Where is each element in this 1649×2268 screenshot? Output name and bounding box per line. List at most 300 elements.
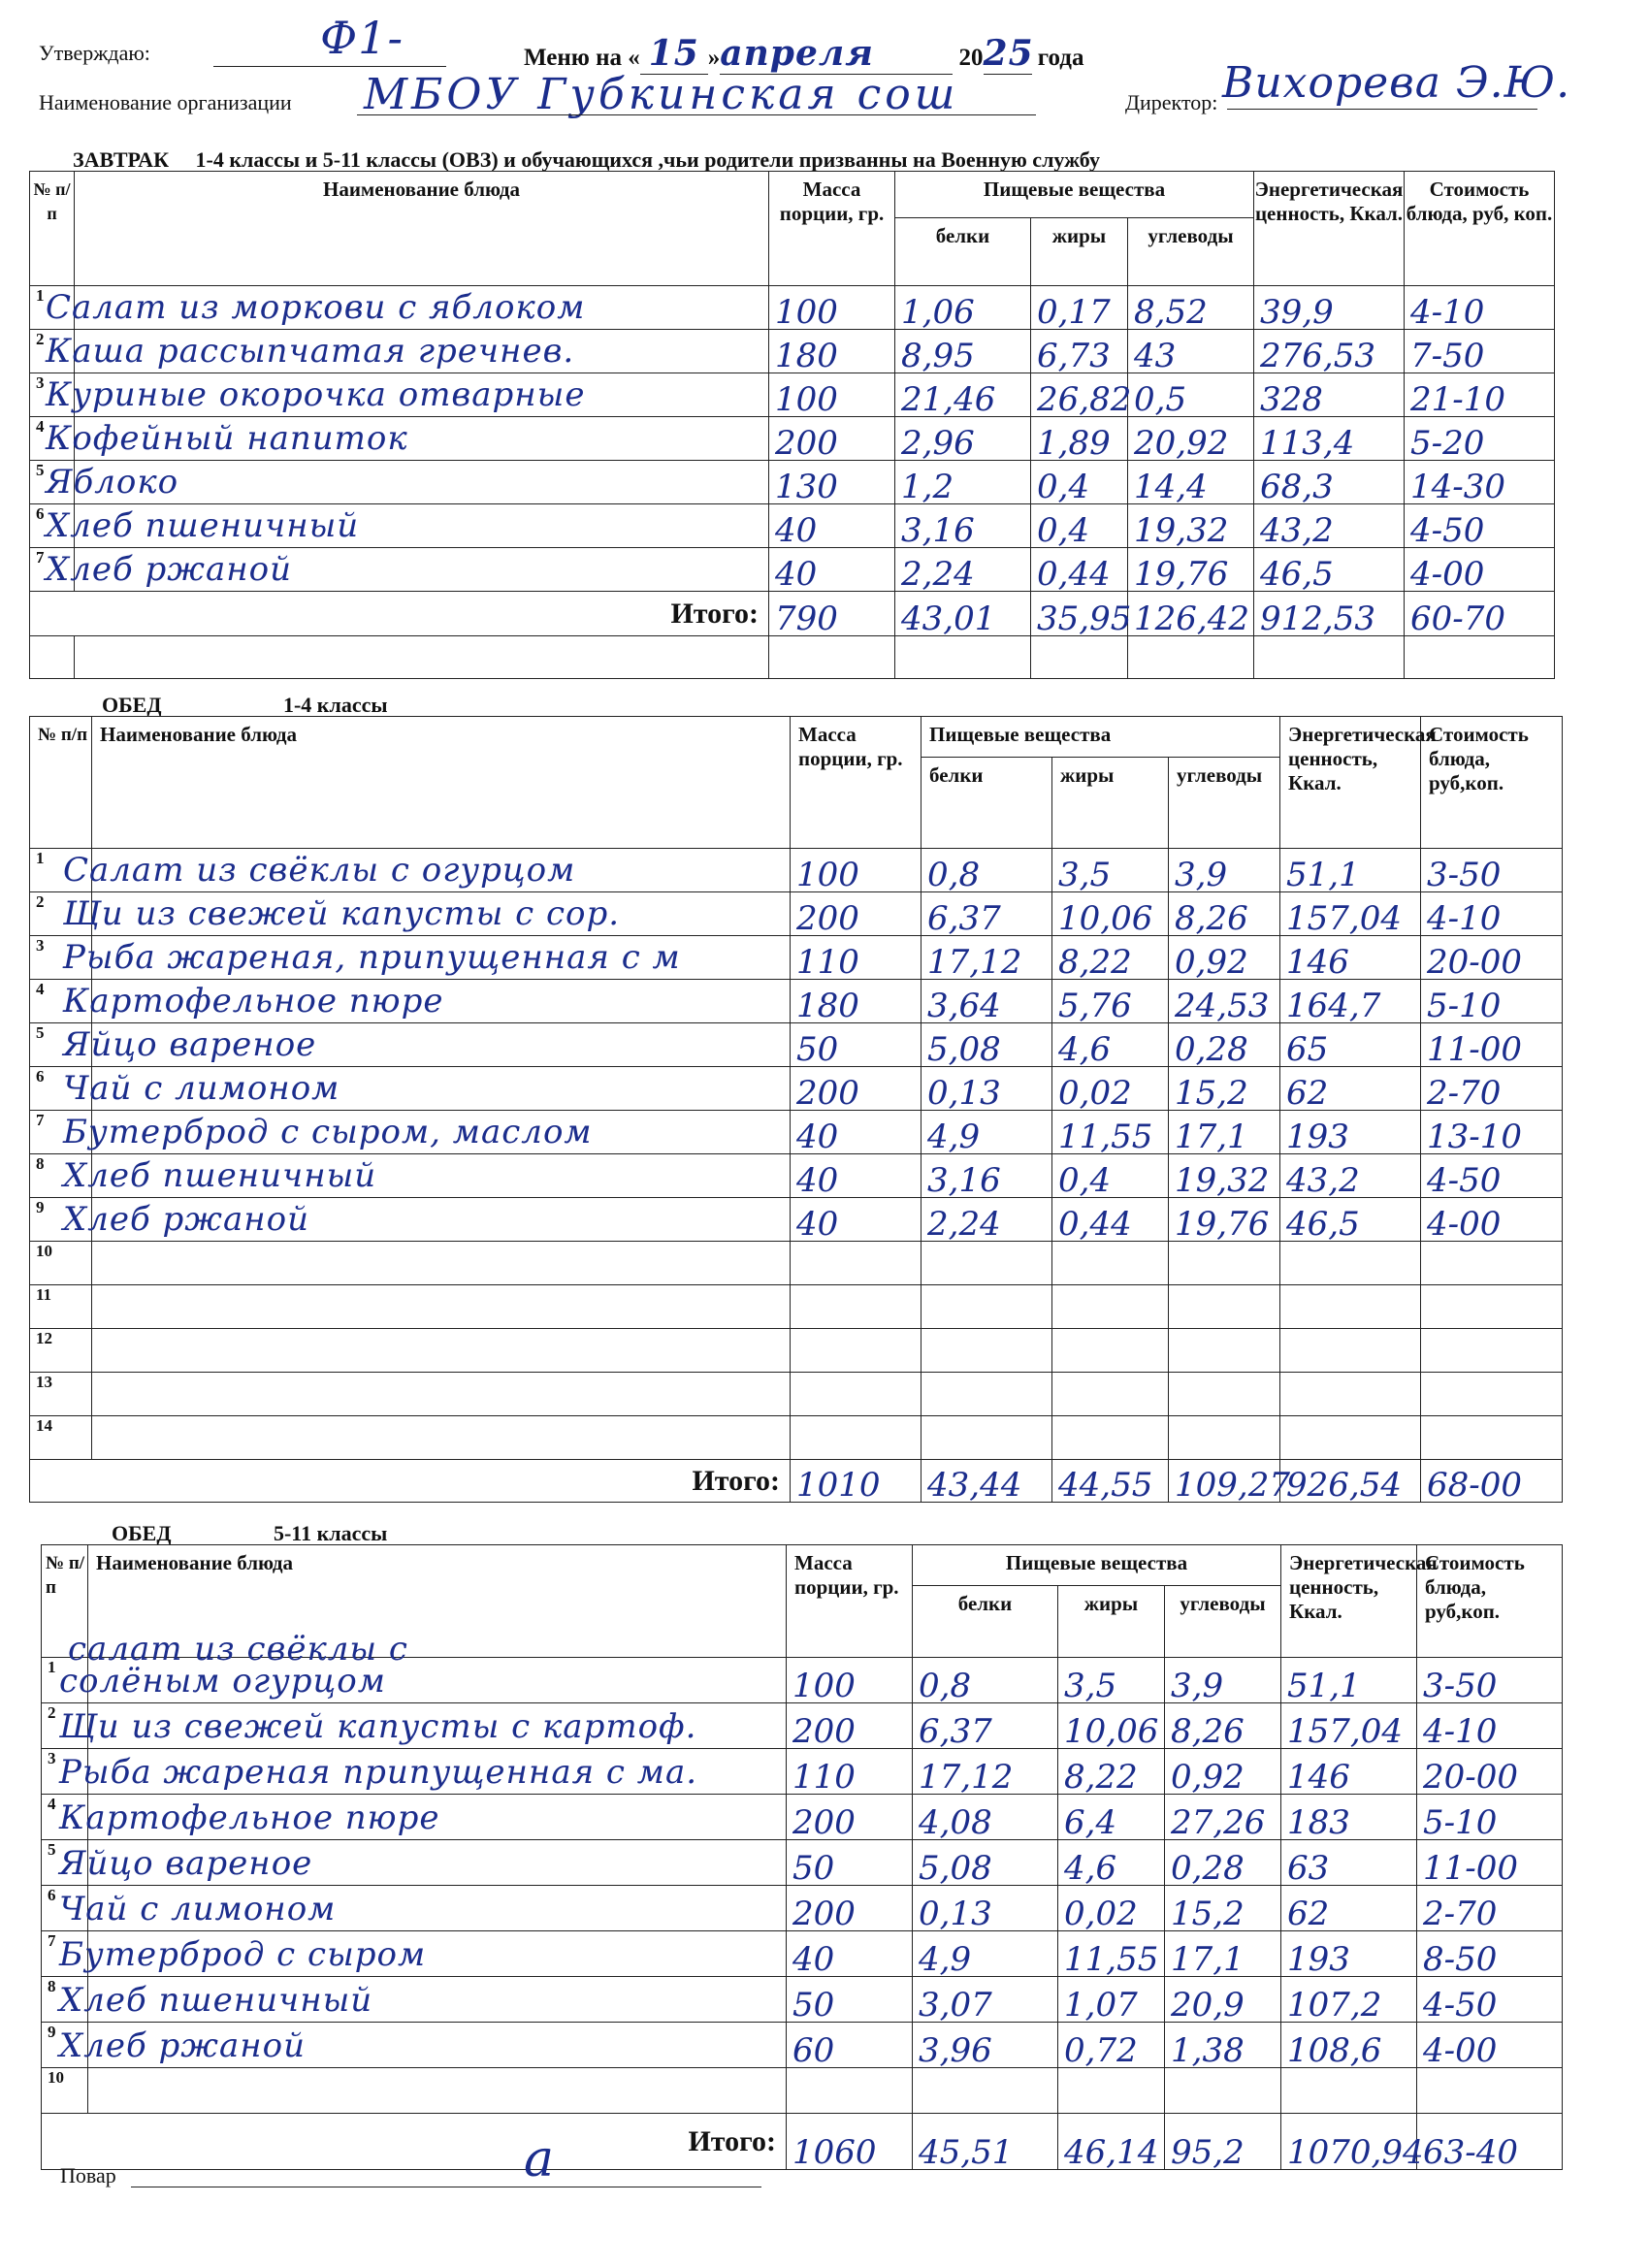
cell-mass: 40: [791, 1154, 922, 1198]
cell-energy: [1281, 2068, 1417, 2114]
cell-fat: 3,5: [1052, 849, 1169, 892]
cell-carb: 0,92: [1165, 1749, 1281, 1795]
cell-energy: 51,1: [1281, 1658, 1417, 1703]
approve-signature: Ф1-: [320, 12, 404, 64]
cell-prot: 5,08: [922, 1023, 1052, 1067]
cell-prot: 1,06: [895, 286, 1031, 330]
breakfast-table: [29, 171, 1555, 679]
cell-energy: 108,6: [1281, 2023, 1417, 2068]
cell-carb: [1169, 1285, 1280, 1329]
breakfast-col-prot: белки: [895, 218, 1031, 286]
lunch1-total-label: Итого:: [30, 1460, 791, 1503]
cell-energy: 43,2: [1280, 1154, 1421, 1198]
lunch2-col-prot: белки: [913, 1586, 1058, 1658]
cell-energy: 193: [1281, 1931, 1417, 1977]
cell-fat: [1052, 1285, 1169, 1329]
dish-name-cell: [46, 417, 769, 461]
cell-prot: 6,37: [913, 1703, 1058, 1749]
cell-no: 7: [42, 1931, 88, 1977]
lunch2-total-mass: 1060: [787, 2114, 913, 2170]
cell-mass: 40: [787, 1931, 913, 1977]
cell-carb: 27,26: [1165, 1795, 1281, 1840]
lunch2-total-fat: 46,14: [1058, 2114, 1165, 2170]
cell-no: 8: [42, 1977, 88, 2023]
lunch1-col-cost: Стоимость блюда, руб,коп.: [1421, 717, 1563, 849]
cell-cost: 5-10: [1421, 980, 1563, 1023]
cell-carb: 8,26: [1169, 892, 1280, 936]
cell-fat: 8,22: [1052, 936, 1169, 980]
cell-prot: 2,96: [895, 417, 1031, 461]
cell-energy: 146: [1281, 1749, 1417, 1795]
dish-name-cell: [92, 1373, 791, 1416]
breakfast-total-row: [30, 592, 1555, 636]
dish-name-cell: [59, 1977, 787, 2023]
cell-no: 7: [30, 548, 75, 592]
lunch1-rows: [30, 849, 1563, 1460]
lunch1-total-carb: 109,27: [1169, 1460, 1280, 1503]
lunch2-total-carb: 95,2: [1165, 2114, 1281, 2170]
lunch2-col-cost: Стоимость блюда, руб,коп.: [1417, 1545, 1563, 1658]
cell-carb: 19,32: [1128, 504, 1254, 548]
cell-energy: [1280, 1242, 1421, 1285]
cell-no: 4: [42, 1795, 88, 1840]
cell-fat: 4,6: [1052, 1023, 1169, 1067]
dish-name: Каша рассыпчатая гречнев.: [46, 332, 575, 371]
dish-name-cell: [63, 892, 791, 936]
lunch1-row: [30, 1329, 1563, 1373]
lunch1-row: [30, 1198, 1563, 1242]
dish-name: Бутерброд с сыром, маслом: [63, 1113, 593, 1151]
cell-carb: 3,9: [1165, 1658, 1281, 1703]
dish-name-cell: [59, 1886, 787, 1931]
cell-fat: 1,07: [1058, 1977, 1165, 2023]
cell-fat: [1052, 1416, 1169, 1460]
dish-name: Хлеб пшеничный: [46, 506, 360, 545]
cell-cost: 11-00: [1417, 1840, 1563, 1886]
lunch1-row: [30, 1416, 1563, 1460]
dish-name-cell: [46, 373, 769, 417]
cell-prot: 17,12: [913, 1749, 1058, 1795]
lunch2-row: [42, 1703, 1563, 1749]
dish-name-cell: [59, 1931, 787, 1977]
lunch1-col-prot: белки: [922, 758, 1052, 849]
approve-label: Утверждаю:: [39, 41, 150, 65]
lunch1-col-fat: жиры: [1052, 758, 1169, 849]
lunch1-total-cost: 68-00: [1421, 1460, 1563, 1503]
dish-name: Яблоко: [46, 463, 179, 502]
dish-name-cell: [92, 1416, 791, 1460]
cell-mass: 110: [791, 936, 922, 980]
cell-carb: 19,76: [1128, 548, 1254, 592]
dish-name-cell: [46, 548, 769, 592]
dish-name: Картофельное пюре: [63, 982, 444, 1021]
cell-no: 9: [42, 2023, 88, 2068]
cell-cost: [1421, 1416, 1563, 1460]
lunch1-total-energy: 926,54: [1280, 1460, 1421, 1503]
lunch1-row: [30, 1023, 1563, 1067]
menu-year-suffix: 25: [983, 33, 1034, 74]
cell-energy: 46,5: [1254, 548, 1405, 592]
cell-energy: 157,04: [1281, 1703, 1417, 1749]
director-line: [1227, 109, 1537, 110]
cell-energy: 146: [1280, 936, 1421, 980]
cell-cost: 13-10: [1421, 1111, 1563, 1154]
cell-carb: 17,1: [1169, 1111, 1280, 1154]
cell-no: 2: [30, 892, 92, 936]
lunch1-row: [30, 936, 1563, 980]
dish-name-cell: [46, 504, 769, 548]
cell-prot: [922, 1242, 1052, 1285]
cell-prot: [922, 1329, 1052, 1373]
cell-cost: [1421, 1285, 1563, 1329]
cell-mass: [791, 1416, 922, 1460]
dish-name: Чай с лимоном: [63, 1069, 340, 1108]
dish-name-cell: [63, 936, 791, 980]
cell-energy: 193: [1280, 1111, 1421, 1154]
breakfast-total-cost: 60-70: [1405, 592, 1555, 636]
dish-name: солёным огурцом: [59, 1662, 386, 1701]
cell-fat: 0,17: [1031, 286, 1128, 330]
cell-no: 11: [30, 1285, 92, 1329]
cell-mass: 100: [787, 1658, 913, 1703]
lunch1-total-fat: 44,55: [1052, 1460, 1169, 1503]
cell-prot: 0,8: [913, 1658, 1058, 1703]
cell-carb: 0,92: [1169, 936, 1280, 980]
director-label: Директор:: [1125, 90, 1218, 114]
dish-name: Хлеб ржаной: [46, 550, 292, 589]
dish-name-cell: [59, 1703, 787, 1749]
cell-no: 6: [30, 1067, 92, 1111]
dish-name-cell: [63, 849, 791, 892]
cell-cost: 14-30: [1405, 461, 1555, 504]
breakfast-total-energy: 912,53: [1254, 592, 1405, 636]
cell-cost: 4-50: [1421, 1154, 1563, 1198]
cell-prot: [922, 1416, 1052, 1460]
cell-carb: 15,2: [1169, 1067, 1280, 1111]
lunch1-row: [30, 1154, 1563, 1198]
cell-prot: 3,64: [922, 980, 1052, 1023]
lunch1-col-name: Наименование блюда: [92, 717, 791, 849]
cell-energy: 107,2: [1281, 1977, 1417, 2023]
lunch2-row: [42, 2068, 1563, 2114]
breakfast-col-no: № п/п: [30, 172, 75, 286]
cell-cost: 4-10: [1417, 1703, 1563, 1749]
cell-cost: 2-70: [1417, 1886, 1563, 1931]
cell-no: 6: [42, 1886, 88, 1931]
dish-name-cell: [63, 1198, 791, 1242]
dish-name: Яйцо вареное: [63, 1025, 317, 1064]
dish-name-cell: [46, 330, 769, 373]
cell-prot: 3,07: [913, 1977, 1058, 2023]
cell-no: 1: [42, 1658, 88, 1703]
lunch1-total-prot: 43,44: [922, 1460, 1052, 1503]
lunch2-row: [42, 2023, 1563, 2068]
cell-prot: 0,13: [922, 1067, 1052, 1111]
cell-fat: 4,6: [1058, 1840, 1165, 1886]
lunch2-row: [42, 1795, 1563, 1840]
cell-fat: 11,55: [1052, 1111, 1169, 1154]
lunch2-col-nutr: Пищевые вещества: [913, 1545, 1281, 1586]
lunch2-total-cost: 63-40: [1417, 2114, 1563, 2170]
lunch2-total-energy: 1070,94: [1281, 2114, 1417, 2170]
lunch1-row: [30, 980, 1563, 1023]
cell-carb: 17,1: [1165, 1931, 1281, 1977]
cell-mass: 200: [791, 1067, 922, 1111]
cell-no: 13: [30, 1373, 92, 1416]
cell-no: 1: [30, 286, 75, 330]
dish-name-cell: [46, 286, 769, 330]
breakfast-rows: [30, 286, 1555, 592]
cell-fat: 6,4: [1058, 1795, 1165, 1840]
menu-month: апреля: [720, 33, 953, 75]
cell-mass: 40: [791, 1198, 922, 1242]
cell-no: 3: [30, 936, 92, 980]
cell-mass: 60: [787, 2023, 913, 2068]
lunch2-total-row: [42, 2114, 1563, 2170]
breakfast-row: [30, 504, 1555, 548]
cell-carb: 8,52: [1128, 286, 1254, 330]
cell-carb: [1165, 2068, 1281, 2114]
menu-prefix: Меню на «: [524, 45, 640, 71]
cell-mass: 100: [791, 849, 922, 892]
cell-carb: [1169, 1242, 1280, 1285]
cell-fat: 10,06: [1052, 892, 1169, 936]
cell-fat: 0,4: [1031, 461, 1128, 504]
cell-energy: 157,04: [1280, 892, 1421, 936]
lunch1-total-mass: 1010: [791, 1460, 922, 1503]
cell-cost: 4-10: [1405, 286, 1555, 330]
cell-cost: 21-10: [1405, 373, 1555, 417]
cell-carb: 3,9: [1169, 849, 1280, 892]
cell-fat: 8,22: [1058, 1749, 1165, 1795]
breakfast-row: [30, 373, 1555, 417]
lunch1-col-mass: Масса порции, гр.: [791, 717, 922, 849]
dish-name: Хлеб ржаной: [63, 1200, 309, 1239]
cell-cost: [1421, 1329, 1563, 1373]
cell-carb: 20,92: [1128, 417, 1254, 461]
dish-name: Щи из свежей капусты с картоф.: [59, 1707, 697, 1746]
lunch2-title: ОБЕД: [112, 1521, 172, 1545]
lunch2-total-prot: 45,51: [913, 2114, 1058, 2170]
cell-fat: [1058, 2068, 1165, 2114]
cell-mass: 180: [769, 330, 895, 373]
cell-energy: [1280, 1416, 1421, 1460]
breakfast-row: [30, 417, 1555, 461]
menu-date-line: [524, 33, 1083, 75]
dish-name-cell: [59, 2023, 787, 2068]
lunch1-row: [30, 1285, 1563, 1329]
cell-prot: 4,9: [913, 1931, 1058, 1977]
cell-mass: 100: [769, 373, 895, 417]
dish-name: Хлеб пшеничный: [63, 1156, 377, 1195]
breakfast-row: [30, 286, 1555, 330]
cell-fat: [1052, 1329, 1169, 1373]
cell-mass: 200: [787, 1795, 913, 1840]
cell-carb: 43: [1128, 330, 1254, 373]
cell-no: 12: [30, 1329, 92, 1373]
org-name: МБОУ Губкинская сош: [364, 70, 959, 119]
dish-name: Салат из свёклы с огурцом: [63, 851, 576, 890]
cell-mass: 200: [787, 1703, 913, 1749]
cell-no: 4: [30, 980, 92, 1023]
cell-fat: 0,02: [1052, 1067, 1169, 1111]
cell-prot: [922, 1285, 1052, 1329]
cell-carb: 1,38: [1165, 2023, 1281, 2068]
cell-mass: [791, 1329, 922, 1373]
dish-name-cell: [92, 1242, 791, 1285]
dish-name-cell: [63, 980, 791, 1023]
cell-carb: [1169, 1329, 1280, 1373]
lunch2-row: [42, 1886, 1563, 1931]
cell-mass: 100: [769, 286, 895, 330]
cell-no: 3: [30, 373, 75, 417]
cell-cost: 3-50: [1421, 849, 1563, 892]
dish-name: Картофельное пюре: [59, 1798, 440, 1837]
breakfast-col-cost: Стоимость блюда, руб, коп.: [1405, 172, 1555, 286]
cell-mass: 200: [787, 1886, 913, 1931]
cell-prot: 17,12: [922, 936, 1052, 980]
lunch2-total-label: Итого:: [42, 2114, 787, 2170]
cell-energy: [1280, 1329, 1421, 1373]
cell-mass: 200: [769, 417, 895, 461]
cell-fat: 0,4: [1031, 504, 1128, 548]
lunch1-col-energy: Энергетическая ценность, Ккал.: [1280, 717, 1421, 849]
cell-no: 7: [30, 1111, 92, 1154]
dish-name: Куриные окорочка отварные: [46, 375, 586, 414]
menu-day: 15: [640, 33, 708, 75]
cell-fat: 0,72: [1058, 2023, 1165, 2068]
cell-mass: 40: [769, 504, 895, 548]
lunch1-col-no: № п/п: [30, 717, 92, 849]
cell-no: 14: [30, 1416, 92, 1460]
cell-mass: [791, 1285, 922, 1329]
cell-mass: 200: [791, 892, 922, 936]
dish-name: Яйцо вареное: [59, 1844, 313, 1883]
breakfast-col-name: Наименование блюда: [75, 172, 769, 286]
cell-carb: 14,4: [1128, 461, 1254, 504]
cell-fat: 3,5: [1058, 1658, 1165, 1703]
cell-cost: 11-00: [1421, 1023, 1563, 1067]
cell-energy: 46,5: [1280, 1198, 1421, 1242]
cell-prot: 2,24: [922, 1198, 1052, 1242]
lunch1-total-row: [30, 1460, 1563, 1503]
cell-carb: 19,76: [1169, 1198, 1280, 1242]
cell-mass: 130: [769, 461, 895, 504]
lunch2-col-name: Наименование блюда: [88, 1545, 787, 1658]
cell-energy: 328: [1254, 373, 1405, 417]
cell-carb: [1169, 1416, 1280, 1460]
cell-fat: 6,73: [1031, 330, 1128, 373]
cell-fat: 5,76: [1052, 980, 1169, 1023]
cook-signature: а: [524, 2130, 556, 2188]
lunch2-col-mass: Масса порции, гр.: [787, 1545, 913, 1658]
breakfast-col-mass: Масса порции, гр.: [769, 172, 895, 286]
cell-no: 1: [30, 849, 92, 892]
dish-name-cell: [59, 1795, 787, 1840]
cell-energy: 63: [1281, 1840, 1417, 1886]
cell-prot: 5,08: [913, 1840, 1058, 1886]
cell-no: 2: [42, 1703, 88, 1749]
cell-prot: 1,2: [895, 461, 1031, 504]
cell-cost: 5-20: [1405, 417, 1555, 461]
cell-energy: 43,2: [1254, 504, 1405, 548]
cell-fat: [1052, 1242, 1169, 1285]
cell-cost: 4-10: [1421, 892, 1563, 936]
cell-cost: [1417, 2068, 1563, 2114]
lunch1-row: [30, 1242, 1563, 1285]
cell-prot: 0,8: [922, 849, 1052, 892]
lunch1-col-carb: углеводы: [1169, 758, 1280, 849]
breakfast-col-energy: Энергетическая ценность, Ккал.: [1254, 172, 1405, 286]
cell-energy: 164,7: [1280, 980, 1421, 1023]
cell-mass: 50: [791, 1023, 922, 1067]
breakfast-col-nutr: Пищевые вещества: [895, 172, 1254, 218]
breakfast-total-carb: 126,42: [1128, 592, 1254, 636]
cell-cost: 5-10: [1417, 1795, 1563, 1840]
lunch2-col-fat: жиры: [1058, 1586, 1165, 1658]
lunch1-row: [30, 1111, 1563, 1154]
dish-name: Кофейный напиток: [46, 419, 408, 458]
dish-name-cell: [63, 1154, 791, 1198]
cell-carb: 0,28: [1169, 1023, 1280, 1067]
cell-no: 2: [30, 330, 75, 373]
cell-cost: 7-50: [1405, 330, 1555, 373]
breakfast-title: ЗАВТРАК: [73, 147, 170, 172]
lunch2-col-no: № п/п: [42, 1545, 88, 1658]
cell-cost: 4-50: [1405, 504, 1555, 548]
cell-cost: 3-50: [1417, 1658, 1563, 1703]
cell-mass: 180: [791, 980, 922, 1023]
cell-fat: 0,4: [1052, 1154, 1169, 1198]
lunch1-row: [30, 849, 1563, 892]
lunch1-subtitle: 1-4 классы: [282, 693, 388, 717]
cell-fat: 1,89: [1031, 417, 1128, 461]
cell-prot: 4,9: [922, 1111, 1052, 1154]
lunch1-row: [30, 1373, 1563, 1416]
breakfast-subtitle: 1-4 классы и 5-11 классы (ОВЗ) и обучающихся ,чьи родители призванны на Военную службу: [195, 147, 1100, 172]
lunch2-row: [42, 1749, 1563, 1795]
cell-mass: [791, 1373, 922, 1416]
cell-prot: 6,37: [922, 892, 1052, 936]
org-line: [357, 114, 1036, 115]
cell-energy: 68,3: [1254, 461, 1405, 504]
cell-no: 4: [30, 417, 75, 461]
cell-carb: 8,26: [1165, 1703, 1281, 1749]
dish-name: Рыба жареная, припущенная с м: [63, 938, 681, 977]
lunch1-col-nutr: Пищевые вещества: [922, 717, 1280, 758]
cell-mass: 40: [791, 1111, 922, 1154]
breakfast-col-carb: углеводы: [1128, 218, 1254, 286]
cell-cost: 4-00: [1405, 548, 1555, 592]
dish-name-cell: [59, 1749, 787, 1795]
lunch2-rows: [42, 1658, 1563, 2114]
dish-name: Щи из свежей капусты с сор.: [63, 894, 621, 933]
breakfast-total-prot: 43,01: [895, 592, 1031, 636]
cell-carb: [1169, 1373, 1280, 1416]
cell-mass: [791, 1242, 922, 1285]
cell-prot: [913, 2068, 1058, 2114]
breakfast-row: [30, 548, 1555, 592]
cell-no: 10: [30, 1242, 92, 1285]
lunch2-row: [42, 1840, 1563, 1886]
cell-cost: [1421, 1373, 1563, 1416]
dish-name-cell: [88, 2068, 787, 2114]
cell-prot: 4,08: [913, 1795, 1058, 1840]
cell-no: 5: [42, 1840, 88, 1886]
dish-name: Салат из моркови с яблоком: [46, 288, 586, 327]
cell-cost: 20-00: [1417, 1749, 1563, 1795]
cell-mass: 50: [787, 1977, 913, 2023]
